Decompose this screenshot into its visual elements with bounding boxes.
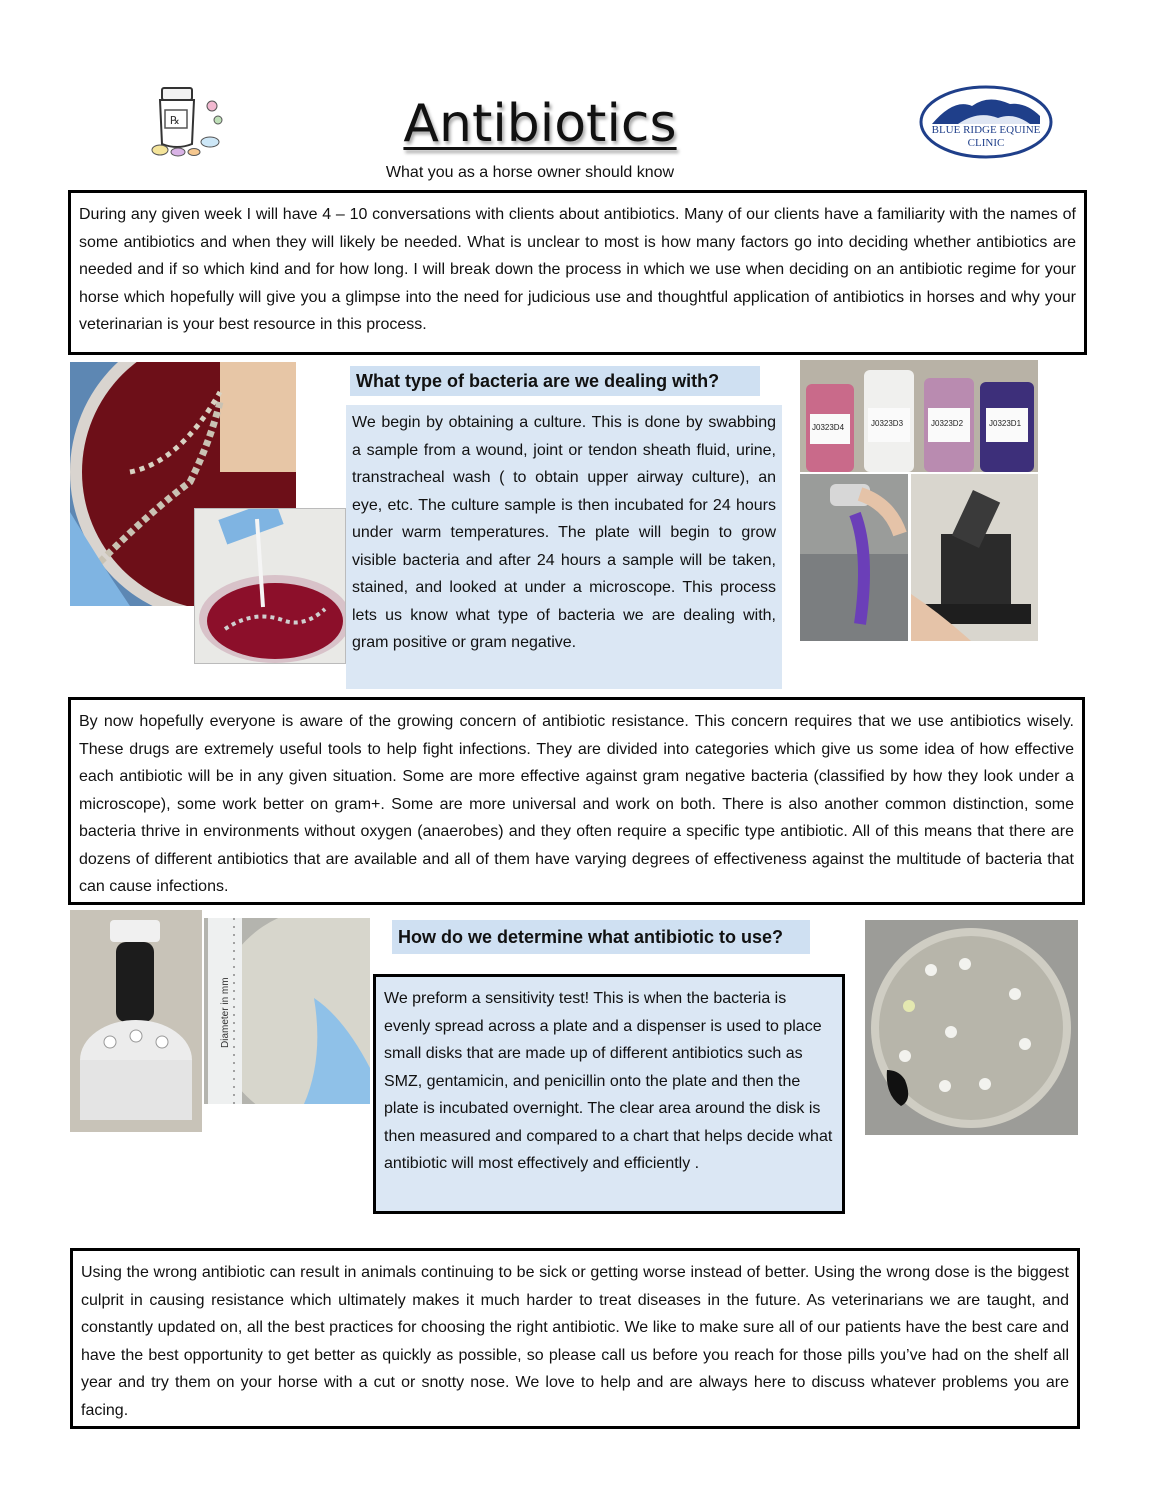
clinic-logo [918, 84, 1054, 160]
resistance-text: By now hopefully everyone is aware of the growing concern of antibiotic resistance. This concern requires that we use antibiotics wisely. These drugs are extremely useful tools to help fight infections. They are divided into categories which give us some idea of how effective each antibiotic will be in any given situation. Some are more effective against gram negative bacteria (classified by how they look under a microscope), some work better on gram+. Some are more universal and work on both. There is also another common distinction, some bacteria thrive in environments without oxygen (anaerobes) and they often require a specific type antibiotic. All of this means that there are dozens of different antibiotics that are available and all of them have varying degrees of effectiveness against the multitude of bacteria that can cause infections. [79, 713, 1074, 895]
pill-bottle-icon [148, 86, 228, 158]
section2-heading: How do we determine what antibiotic to use? [392, 920, 810, 954]
section1-panel [346, 405, 782, 689]
stain-label-1: J0323D4 [812, 423, 845, 432]
closing-text: Using the wrong antibiotic can result in animals continuing to be sick or getting worse instead of better. Using the wrong dose is the biggest culprit in causing resistance which ultimately makes it much harder to treat diseases in the future. As veterinarians we are taught, and constantly updated on, all the best practices for choosing the right antibiotic. We like to make sure all of our patients have the best care and have the best opportunity to get better as quickly as possible, so please call us before you reach for those pills you’ve had on the shelf all year and try them on your horse with a cut or snotty nose. We love to help and are always here to discuss whatever problems you are facing. [81, 1264, 1069, 1419]
stain-label-3: J0323D2 [931, 419, 964, 428]
section2-panel [373, 974, 845, 1214]
section2-text: We preform a sensitivity test! This is when the bacteria is evenly spread across a plate and a dispenser is used to place small disks that are made up of different antibiotics such as SMZ, gentamicin, and penicillin onto the plate and then the plate is incubated overnight. The clear area around the disk is then measured and compared to a chart that helps decide what antibiotic will most effectively and efficiently . [384, 990, 833, 1172]
streak-plate-photo [194, 508, 346, 664]
section1-heading: What type of bacteria are we dealing with? [350, 366, 760, 396]
logo-name-line1: BLUE RIDGE EQUINE [931, 124, 1041, 136]
pill-bottle-clipart [148, 86, 228, 158]
page-subtitle: What you as a horse owner should know [385, 164, 675, 181]
logo-name-line2: CLINIC [967, 137, 1005, 149]
microscope-photo [911, 474, 1038, 641]
page-title: Antibiotics [403, 94, 677, 154]
zone-measurement-photo [204, 918, 370, 1104]
disk-dispenser-photo [70, 910, 202, 1132]
intro-text: During any given week I will have 4 – 10 conversations with clients about antibiotics. Many of our clients have a familiarity with the names of some antibiotics and when they will likely be needed. What is unclear to most is how many factors go into deciding whether antibiotics are needed and if so which kind and for how long. I will break down the process in which we use when deciding on an antibiotic regime for your horse which hopefully will give you a glimpse into the need for judicious use and thoughtful application of antibiotics in horses and why your veterinarian is your best resource in this process. [79, 206, 1076, 333]
sensitivity-plate-photo [865, 920, 1078, 1135]
stain-label-4: J0323D1 [989, 419, 1022, 428]
gram-stain-bottles-photo [800, 360, 1038, 472]
sink-rinse-photo [800, 474, 908, 641]
section1-text: We begin by obtaining a culture. This is done by swabbing a sample from a wound, joint or tendon sheath fluid, urine, transtracheal wash ( to obtain upper airway culture), an eye, etc. The culture sample is then incubated for 24 hours under warm temperatures. The plate will begin to grow visible bacteria and after 24 hours a sample will be taken, stained, and looked at under a microscope. This process lets us know what type of bacteria we are dealing with, gram positive or gram negative. [352, 414, 776, 651]
stain-label-2: J0323D3 [871, 419, 904, 428]
intro-box [68, 190, 1087, 355]
ruler-label: Diameter in mm [220, 977, 231, 1048]
closing-box [70, 1248, 1080, 1429]
svg-text:℞: ℞ [170, 114, 180, 127]
resistance-box [68, 697, 1085, 905]
